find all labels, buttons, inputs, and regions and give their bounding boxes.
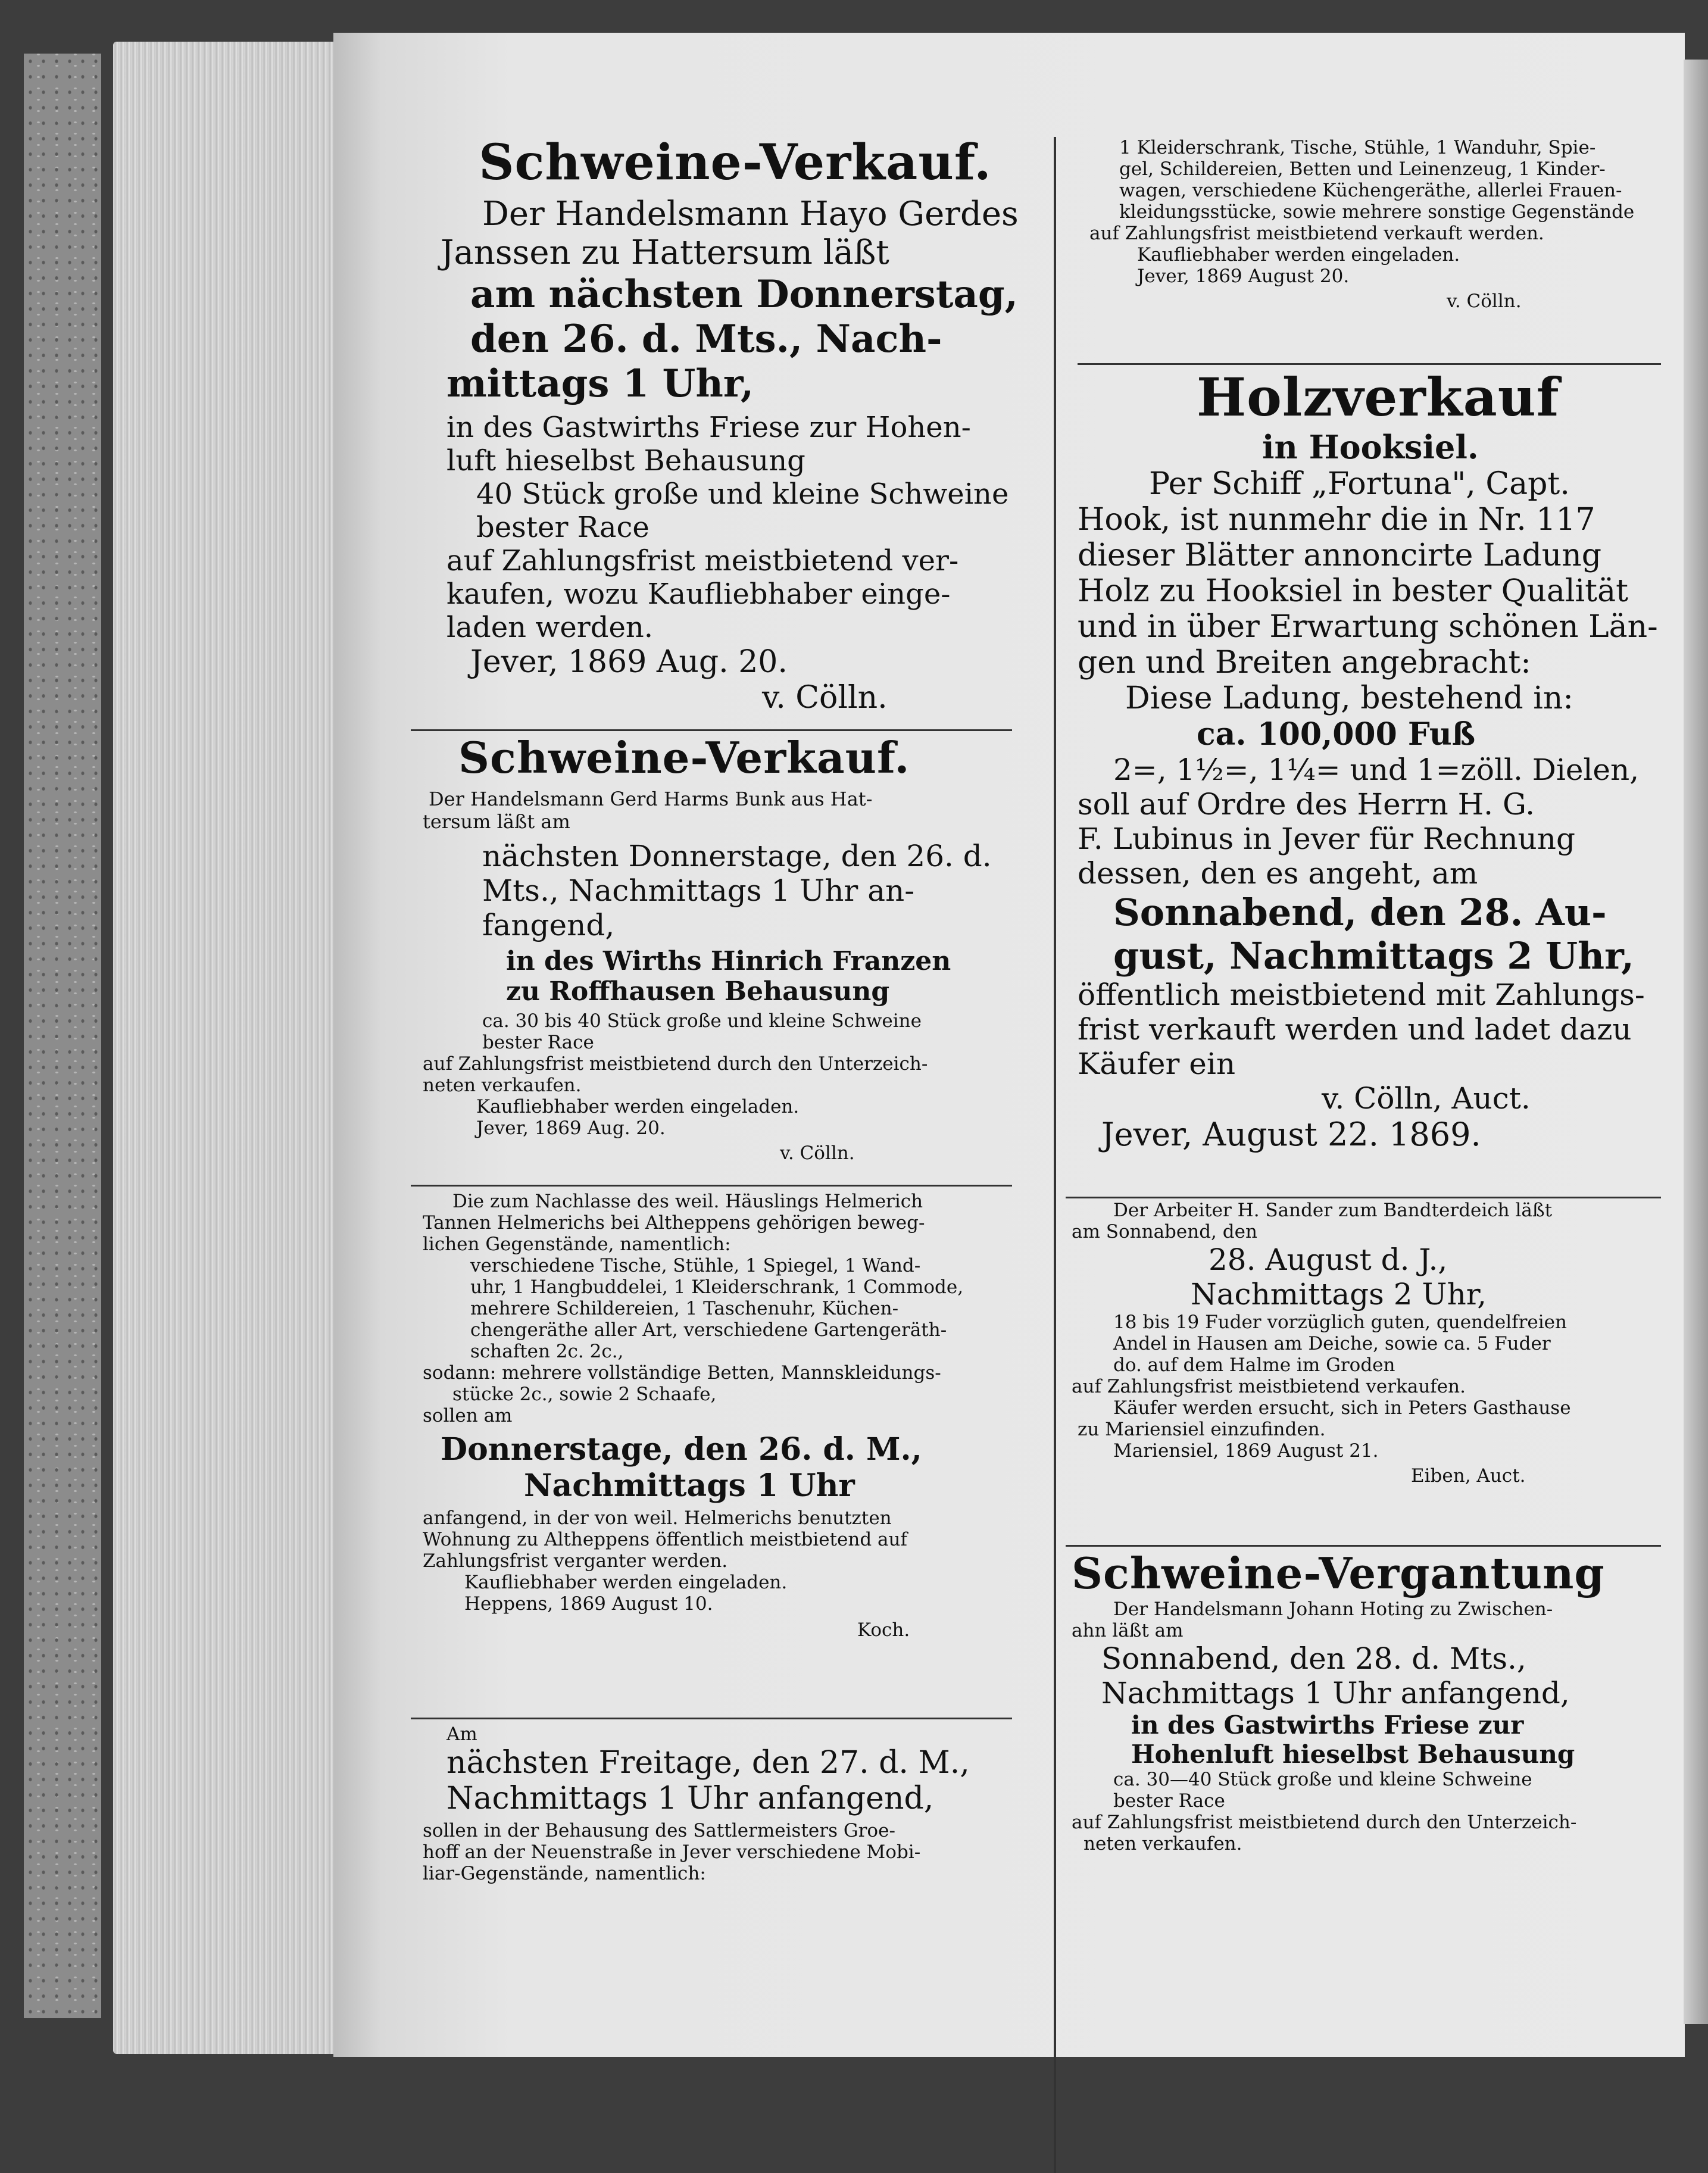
ad-line: nächsten Donnerstage, den 26. d. [482, 839, 992, 873]
ad-line: Zahlungsfrist verganter werden. [423, 1550, 728, 1572]
ad-line: uhr, 1 Hangbuddelei, 1 Kleiderschrank, 1 Commode, [470, 1276, 964, 1298]
ad-line: neten verkaufen. [423, 1075, 582, 1096]
ad-signature: Eiben, Auct. [1411, 1465, 1526, 1487]
ad-line: verschiedene Tische, Stühle, 1 Spiegel, 1 Wand- [470, 1255, 921, 1276]
ad-line: auf Zahlungsfrist meistbietend durch den Unterzeich- [423, 1053, 928, 1075]
ad-line: kleidungsstücke, sowie mehrere sonstige Gegenstände [1119, 201, 1635, 223]
ad-line: Mts., Nachmittags 1 Uhr an- [482, 873, 915, 908]
ad-line: soll auf Ordre des Herrn H. G. [1078, 787, 1535, 822]
ad-line: auf Zahlungsfrist meistbietend durch den Unterzeich- [1072, 1812, 1577, 1833]
ad-line: dessen, den es angeht, am [1078, 856, 1478, 891]
ad-line: Käufer werden ersucht, sich in Peters Gasthause [1113, 1397, 1571, 1419]
ad-line: Nachmittags 1 Uhr anfangend, [446, 1781, 934, 1816]
ad-line: am nächsten Donnerstag, [470, 272, 1018, 317]
ad-date: Jever, 1869 Aug. 20. [476, 1117, 666, 1139]
ad-line: Der Handelsmann Gerd Harms Bunk aus Hat- [429, 788, 873, 810]
column-divider [1054, 137, 1056, 2173]
ad-line: Wohnung zu Altheppens öffentlich meistbietend auf [423, 1529, 907, 1550]
ad-title: Schweine-Vergantung [1072, 1548, 1605, 1598]
ad-date: Mariensiel, 1869 August 21. [1113, 1440, 1379, 1462]
ad-line: Holz zu Hooksiel in bester Qualität [1078, 573, 1628, 609]
ad-subtitle: in Hooksiel. [1262, 428, 1479, 466]
ad-line: Der Arbeiter H. Sander zum Bandterdeich läßt [1113, 1200, 1553, 1221]
ad-line: Diese Ladung, bestehend in: [1125, 680, 1573, 716]
ad-line: fangend, [482, 908, 615, 942]
page-stack-edge [113, 42, 363, 2054]
ad-date: Jever, August 22. 1869. [1101, 1116, 1481, 1153]
ad-line: Nachmittags 1 Uhr anfangend, [1101, 1676, 1570, 1710]
ad-signature: v. Cölln. [780, 1142, 855, 1164]
ad-line: mittags 1 Uhr, [446, 361, 754, 406]
ad-line: schaften 2c. 2c., [470, 1341, 624, 1362]
ad-signature: Koch. [857, 1619, 910, 1641]
ad-line: bester Race [482, 1032, 594, 1053]
ad-holzverkauf [1066, 366, 1667, 1153]
ad-line: wagen, verschiedene Küchengeräthe, allerlei Frauen- [1119, 180, 1622, 201]
ad-line: tersum läßt am [423, 810, 570, 833]
right-column [1066, 0, 1667, 2077]
ad-line: anfangend, in der von weil. Helmerichs benutzten [423, 1507, 892, 1529]
ad-line: auf Zahlungsfrist meistbietend verkaufen. [1072, 1376, 1466, 1397]
ad-line: Donnerstage, den 26. d. M., [441, 1431, 922, 1468]
ad-line: Kaufliebhaber werden eingeladen. [1137, 244, 1460, 266]
ad-line: Andel in Hausen am Deiche, sowie ca. 5 Fuder [1113, 1333, 1551, 1354]
ad-line: Sonnabend, den 28. Au- [1113, 891, 1607, 934]
ad-signature: v. Cölln. [762, 680, 888, 716]
ad-line: Der Handelsmann Johann Hoting zu Zwischen- [1113, 1598, 1553, 1620]
ad-mobiliar-groehoff [411, 1724, 1024, 1884]
ad-line: 2=, 1½=, 1¼= und 1=zöll. Dielen, [1113, 753, 1640, 787]
ad-signature: v. Cölln, Auct. [1322, 1081, 1531, 1116]
ad-line: ca. 30 bis 40 Stück große und kleine Schweine [482, 1010, 922, 1032]
ad-line: Käufer ein [1078, 1047, 1236, 1081]
ad-line: luft hieselbst Behausung [446, 444, 805, 477]
ad-line: kaufen, wozu Kaufliebhaber einge- [446, 577, 951, 611]
ad-line: auf Zahlungsfrist meistbietend ver- [446, 544, 959, 577]
ad-line: 1 Kleiderschrank, Tische, Stühle, 1 Wanduhr, Spie- [1119, 137, 1596, 158]
ad-line: Kaufliebhaber werden eingeladen. [464, 1572, 788, 1593]
ad-line: Die zum Nachlasse des weil. Häuslings Helmerich [452, 1191, 923, 1212]
ad-line: Kaufliebhaber werden eingeladen. [476, 1096, 800, 1117]
ad-title: Schweine-Verkauf. [458, 732, 910, 783]
ad-line: chengeräthe aller Art, verschiedene Gartengeräth- [470, 1319, 947, 1341]
ad-line: Nachmittags 1 Uhr [524, 1468, 855, 1504]
ad-date: Heppens, 1869 August 10. [464, 1593, 713, 1615]
ad-title: Holzverkauf [1197, 366, 1560, 428]
ad-line: ca. 100,000 Fuß [1197, 716, 1476, 753]
ad-line: frist verkauft werden und ladet dazu [1078, 1012, 1632, 1047]
ad-line: Per Schiff „Fortuna", Capt. [1149, 466, 1570, 502]
ad-line: hoff an der Neuenstraße in Jever verschiedene Mobi- [423, 1841, 921, 1863]
ad-line: Am [446, 1724, 477, 1745]
ad-line: Nachmittags 2 Uhr, [1191, 1277, 1487, 1312]
ad-sander-andel [1066, 1200, 1667, 1487]
ad-line: neten verkaufen. [1083, 1833, 1242, 1854]
ad-line: in des Gastwirths Friese zur [1131, 1710, 1524, 1740]
ad-line: laden werden. [446, 611, 654, 644]
ad-line: Hohenluft hieselbst Behausung [1131, 1740, 1575, 1769]
ad-line: in des Gastwirths Friese zur Hohen- [446, 411, 971, 444]
ad-line: 28. August d. J., [1209, 1242, 1448, 1277]
ad-line: do. auf dem Halme im Groden [1113, 1354, 1395, 1376]
ad-line: 18 bis 19 Fuder vorzüglich guten, quendelfreien [1113, 1312, 1567, 1333]
ad-line: sollen in der Behausung des Sattlermeisters Groe- [423, 1820, 895, 1841]
ad-line: Der Handelsmann Hayo Gerdes [482, 195, 1019, 233]
ad-separator [411, 729, 1012, 731]
ad-separator [411, 1185, 1012, 1187]
ad-line: bester Race [1113, 1790, 1225, 1812]
ad-separator [411, 1718, 1012, 1719]
ad-line: 40 Stück große und kleine Schweine [476, 477, 1009, 511]
ad-schweine-vergantung [1066, 1548, 1667, 1854]
ad-line: Tannen Helmerichs bei Altheppens gehörigen beweg- [423, 1212, 925, 1234]
ad-schweine-verkauf-2 [411, 732, 1024, 1164]
ad-line: den 26. d. Mts., Nach- [470, 317, 942, 361]
ad-separator [1066, 1545, 1661, 1547]
ad-line: bester Race [476, 511, 650, 544]
ad-separator [1066, 1197, 1661, 1198]
ad-line: Hook, ist nunmehr die in Nr. 117 [1078, 502, 1595, 538]
ad-line: nächsten Freitage, den 27. d. M., [446, 1745, 970, 1781]
ad-mobiliar-continuation [1066, 137, 1667, 312]
ad-nachlass-helmerichs [411, 1191, 1024, 1641]
ad-line: in des Wirths Hinrich Franzen [506, 946, 951, 976]
ad-line: zu Roffhausen Behausung [506, 976, 890, 1007]
ad-line: Janssen zu Hattersum läßt [441, 233, 889, 272]
ad-date: Jever, 1869 Aug. 20. [470, 644, 788, 680]
ad-signature: v. Cölln. [1447, 291, 1522, 312]
ad-line: und in über Erwartung schönen Län- [1078, 609, 1658, 645]
ad-line: zu Mariensiel einzufinden. [1078, 1419, 1326, 1440]
left-column [411, 0, 1024, 2077]
ad-line: sodann: mehrere vollständige Betten, Mannskleidungs- [423, 1362, 941, 1384]
ad-line: sollen am [423, 1405, 513, 1426]
ad-line: mehrere Schildereien, 1 Taschenuhr, Küchen- [470, 1298, 899, 1319]
book-cover-edge [24, 54, 101, 2018]
ad-line: stücke 2c., sowie 2 Schaafe, [452, 1384, 717, 1405]
ad-line: ahn läßt am [1072, 1620, 1184, 1641]
ad-schweine-verkauf-1 [411, 134, 1024, 716]
facing-page-edge [1684, 60, 1708, 2024]
ad-line: am Sonnabend, den [1072, 1221, 1257, 1242]
ad-line: öffentlich meistbietend mit Zahlungs- [1078, 978, 1645, 1012]
ad-title: Schweine-Verkauf. [479, 134, 992, 191]
ad-line: auf Zahlungsfrist meistbietend verkauft werden. [1089, 223, 1544, 244]
ad-separator [1078, 363, 1661, 365]
ad-line: gel, Schildereien, Betten und Leinenzeug, 1 Kinder- [1119, 158, 1606, 180]
ad-line: F. Lubinus in Jever für Rechnung [1078, 822, 1575, 856]
ad-line: gen und Breiten angebracht: [1078, 645, 1531, 680]
ad-date: Jever, 1869 August 20. [1137, 266, 1350, 287]
ad-line: gust, Nachmittags 2 Uhr, [1113, 934, 1634, 978]
ad-line: dieser Blätter annoncirte Ladung [1078, 538, 1602, 573]
ad-line: ca. 30—40 Stück große und kleine Schweine [1113, 1769, 1532, 1790]
ad-line: Sonnabend, den 28. d. Mts., [1101, 1641, 1526, 1676]
ad-line: lichen Gegenstände, namentlich: [423, 1234, 731, 1255]
ad-line: liar-Gegenstände, namentlich: [423, 1863, 706, 1884]
